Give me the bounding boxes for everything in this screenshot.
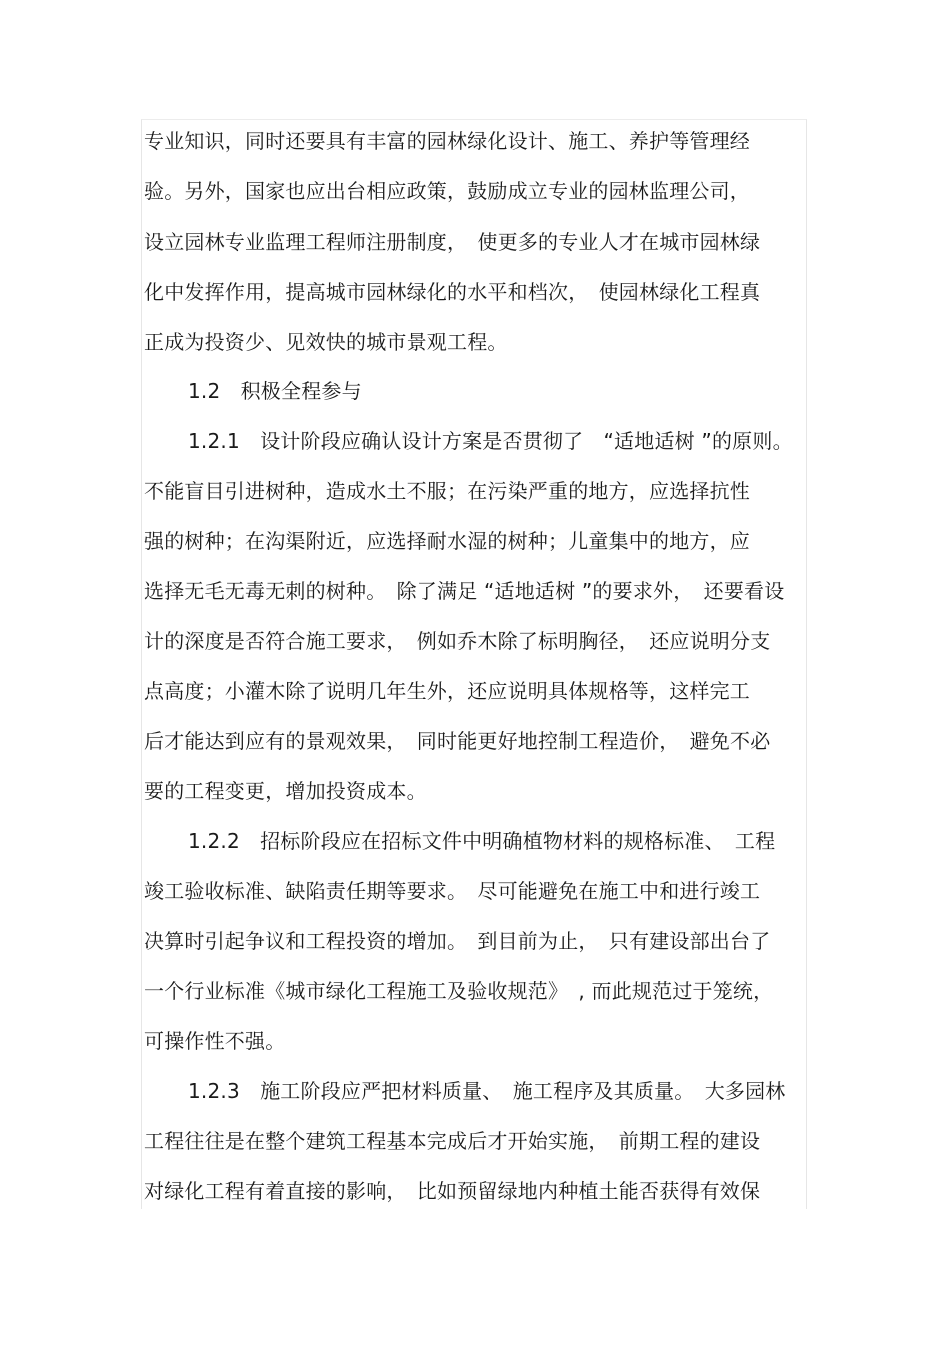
text-line: 正成为投资少、见效快的城市景观工程。 xyxy=(144,330,508,354)
text-line: 不能盲目引进树种，造成水土不服；在污染严重的地方，应选择抗性 xyxy=(144,479,750,503)
text-line: 工程往往是在整个建筑工程基本完成后才开始实施， 前期工程的建设 xyxy=(144,1129,761,1153)
text-line: 一个行业标准《城市绿化工程施工及验收规范》 , 而此规范过于笼统， xyxy=(144,979,774,1003)
text-line: 专业知识，同时还要具有丰富的园林绿化设计、施工、养护等管理经 xyxy=(144,129,750,153)
text-line: 1.2.1 设计阶段应确认设计方案是否贯彻了 “适地适树 ”的原则。 xyxy=(188,429,793,453)
text-line: 可操作性不强。 xyxy=(144,1029,286,1053)
text-line: 选择无毛无毒无刺的树种。 除了满足 “适地适树 ”的要求外， 还要看设 xyxy=(144,579,785,603)
text-line: 化中发挥作用，提高城市园林绿化的水平和档次， 使园林绿化工程真 xyxy=(144,280,761,304)
text-line: 计的深度是否符合施工要求， 例如乔木除了标明胸径， 还应说明分支 xyxy=(144,629,771,653)
text-line: 决算时引起争议和工程投资的增加。 到目前为止， 只有建设部出台了 xyxy=(144,929,771,953)
text-line: 验。另外，国家也应出台相应政策，鼓励成立专业的园林监理公司， xyxy=(144,179,750,203)
section-heading: 1.2 积极全程参与 xyxy=(188,379,362,403)
text-line: 对绿化工程有着直接的影响， 比如预留绿地内种植土能否获得有效保 xyxy=(144,1179,761,1203)
text-line: 点高度；小灌木除了说明几年生外，还应说明具体规格等，这样完工 xyxy=(144,679,750,703)
text-line: 要的工程变更，增加投资成本。 xyxy=(144,779,427,803)
text-line: 强的树种；在沟渠附近，应选择耐水湿的树种；儿童集中的地方，应 xyxy=(144,529,750,553)
text-line: 竣工验收标准、缺陷责任期等要求。 尽可能避免在施工中和进行竣工 xyxy=(144,879,761,903)
text-line: 后才能达到应有的景观效果， 同时能更好地控制工程造价， 避免不必 xyxy=(144,729,771,753)
text-line: 1.2.3 施工阶段应严把材料质量、 施工程序及其质量。 大多园林 xyxy=(188,1079,786,1103)
text-line: 设立园林专业监理工程师注册制度， 使更多的专业人才在城市园林绿 xyxy=(144,230,761,254)
text-line: 1.2.2 招标阶段应在招标文件中明确植物材料的规格标准、 工程 xyxy=(188,829,776,853)
